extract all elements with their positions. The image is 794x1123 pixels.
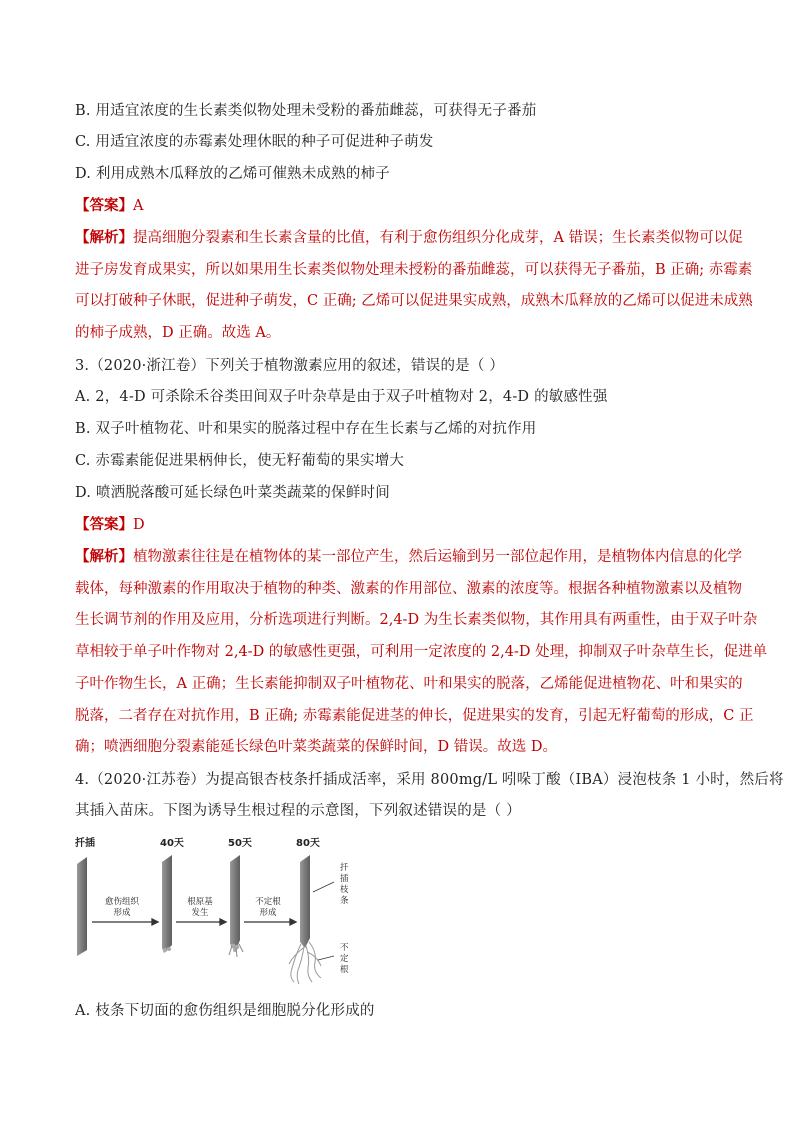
arrow-label: 形成 bbox=[113, 908, 131, 918]
callus bbox=[163, 944, 239, 953]
q4-stem-line-2: 其插入苗床。下图为诱导生根过程的示意图，下列叙述错误的是（ ） bbox=[75, 803, 521, 819]
q4-option-a: A. 枝条下切面的愈伤组织是细胞脱分化形成的 bbox=[75, 1003, 375, 1019]
arrow-label: 根原基 bbox=[187, 897, 213, 907]
stage-label: 扦插 bbox=[75, 838, 95, 849]
q2-analysis bbox=[75, 222, 753, 350]
rooting-diagram bbox=[72, 832, 372, 992]
q3-option-c: C. 赤霉素能促进果柄伸长，使无籽葡萄的果实增大 bbox=[75, 453, 405, 469]
q3-option-a: A. 2，4-D 可杀除禾谷类田间双子叶杂草是由于双子叶植物对 2，4-D 的敏感性强 bbox=[75, 389, 608, 405]
side-label: 根 bbox=[340, 965, 349, 975]
analysis-tag: 【解析】 bbox=[75, 548, 133, 565]
answer-tag: 【答案】 bbox=[75, 197, 133, 214]
q2-option-b: B. 用适宜浓度的生长素类似物处理未受粉的番茄雌蕊，可获得无子番茄 bbox=[75, 103, 537, 119]
side-label: 条 bbox=[340, 896, 349, 906]
q4-stem-line-1: 4.（2020·江苏卷）为提高银杏枝条扦插成活率，采用 800mg/L 吲哚丁酸（IBA）浸泡枝条 1 小时，然后将 bbox=[75, 772, 784, 788]
analysis-line: 子叶作物生长，A 正确；生长素能抑制双子叶植物花、叶和果实的脱落，乙烯能促进植物花、叶和果实的 bbox=[75, 675, 743, 692]
cutting-stick bbox=[162, 855, 172, 953]
cutting-stick bbox=[230, 855, 240, 950]
stage-label: 80天 bbox=[296, 838, 320, 849]
answer-tag: 【答案】 bbox=[75, 516, 133, 533]
q2-option-c: C. 用适宜浓度的赤霉素处理休眠的种子可促进种子萌发 bbox=[75, 134, 434, 150]
q2-option-d: D. 利用成熟木瓜释放的乙烯可催熟未成熟的柿子 bbox=[75, 166, 390, 182]
analysis-line: 脱落，二者存在对抗作用，B 正确; 赤霉素能促进茎的伸长，促进果实的发育，引起无籽葡萄的形成，C 正 bbox=[75, 707, 754, 724]
analysis-line: 可以打破种子休眠，促进种子萌发，C 正确; 乙烯可以促进果实成熟，成熟木瓜释放的乙烯可以促进未成熟 bbox=[75, 293, 753, 310]
q3-answer bbox=[75, 514, 145, 536]
q3-analysis bbox=[75, 541, 768, 764]
q3-option-d: D. 喷洒脱落酸可延长绿色叶菜类蔬菜的保鲜时间 bbox=[75, 485, 390, 501]
analysis-line: 确；喷洒细胞分裂素能延长绿色叶菜类蔬菜的保鲜时间，D 错误。故选 D。 bbox=[75, 739, 557, 756]
answer-value: D bbox=[133, 517, 145, 533]
side-label: 定 bbox=[340, 954, 349, 964]
side-label: 不 bbox=[340, 943, 349, 953]
side-label: 扦 bbox=[340, 863, 349, 873]
analysis-line: 草相较于单子叶作物对 2,4-D 的敏感性更强，可利用一定浓度的 2,4-D 处理，抑制双子叶杂草生长，促进单 bbox=[75, 644, 768, 661]
answer-value: A bbox=[133, 198, 144, 214]
leader-line bbox=[313, 882, 334, 892]
q2-answer bbox=[75, 195, 143, 217]
analysis-line: 生长调节剂的作用及应用，分析选项进行判断。2,4-D 为生长素类似物，其作用具有两重性，由于双子叶杂 bbox=[75, 612, 758, 629]
cutting-stick bbox=[300, 855, 310, 948]
q3-option-b: B. 双子叶植物花、叶和果实的脱落过程中存在生长素与乙烯的对抗作用 bbox=[75, 421, 537, 437]
analysis-line: 进子房发育成果实，所以如果用生长素类似物处理未授粉的番茄雌蕊，可以获得无子番茄，B 正确; 赤霉素 bbox=[75, 261, 753, 278]
stage-label: 40天 bbox=[160, 838, 184, 849]
side-label: 枝 bbox=[340, 885, 349, 895]
arrow-label: 发生 bbox=[191, 908, 209, 918]
arrow-label: 愈伤组织 bbox=[104, 897, 140, 907]
analysis-tag: 【解析】 bbox=[75, 229, 133, 246]
stage-label: 50天 bbox=[228, 838, 252, 849]
arrow bbox=[92, 919, 296, 925]
analysis-line: 【解析】提高细胞分裂素和生长素含量的比值，有利于愈伤组织分化成芽，A 错误；生长素类似物可以促 bbox=[75, 229, 743, 246]
analysis-line: 载体，每种激素的作用取决于植物的种类、激素的作用部位、激素的浓度等。根据各种植物激素以及植物 bbox=[75, 580, 742, 597]
q3-stem: 3.（2020·浙江卷）下列关于植物激素应用的叙述，错误的是（ ） bbox=[75, 358, 505, 374]
side-label: 插 bbox=[340, 874, 349, 884]
leader-line bbox=[318, 956, 334, 960]
arrow-label: 不定根 bbox=[255, 897, 281, 907]
analysis-line: 的柿子成熟，D 正确。故选 A。 bbox=[75, 325, 281, 342]
analysis-line: 【解析】植物激素往往是在植物体的某一部位产生，然后运输到另一部位起作用，是植物体内信息的化学 bbox=[75, 548, 742, 565]
cutting-stick bbox=[77, 857, 87, 956]
adventitious-roots bbox=[289, 942, 321, 984]
arrow-label: 形成 bbox=[259, 908, 277, 918]
